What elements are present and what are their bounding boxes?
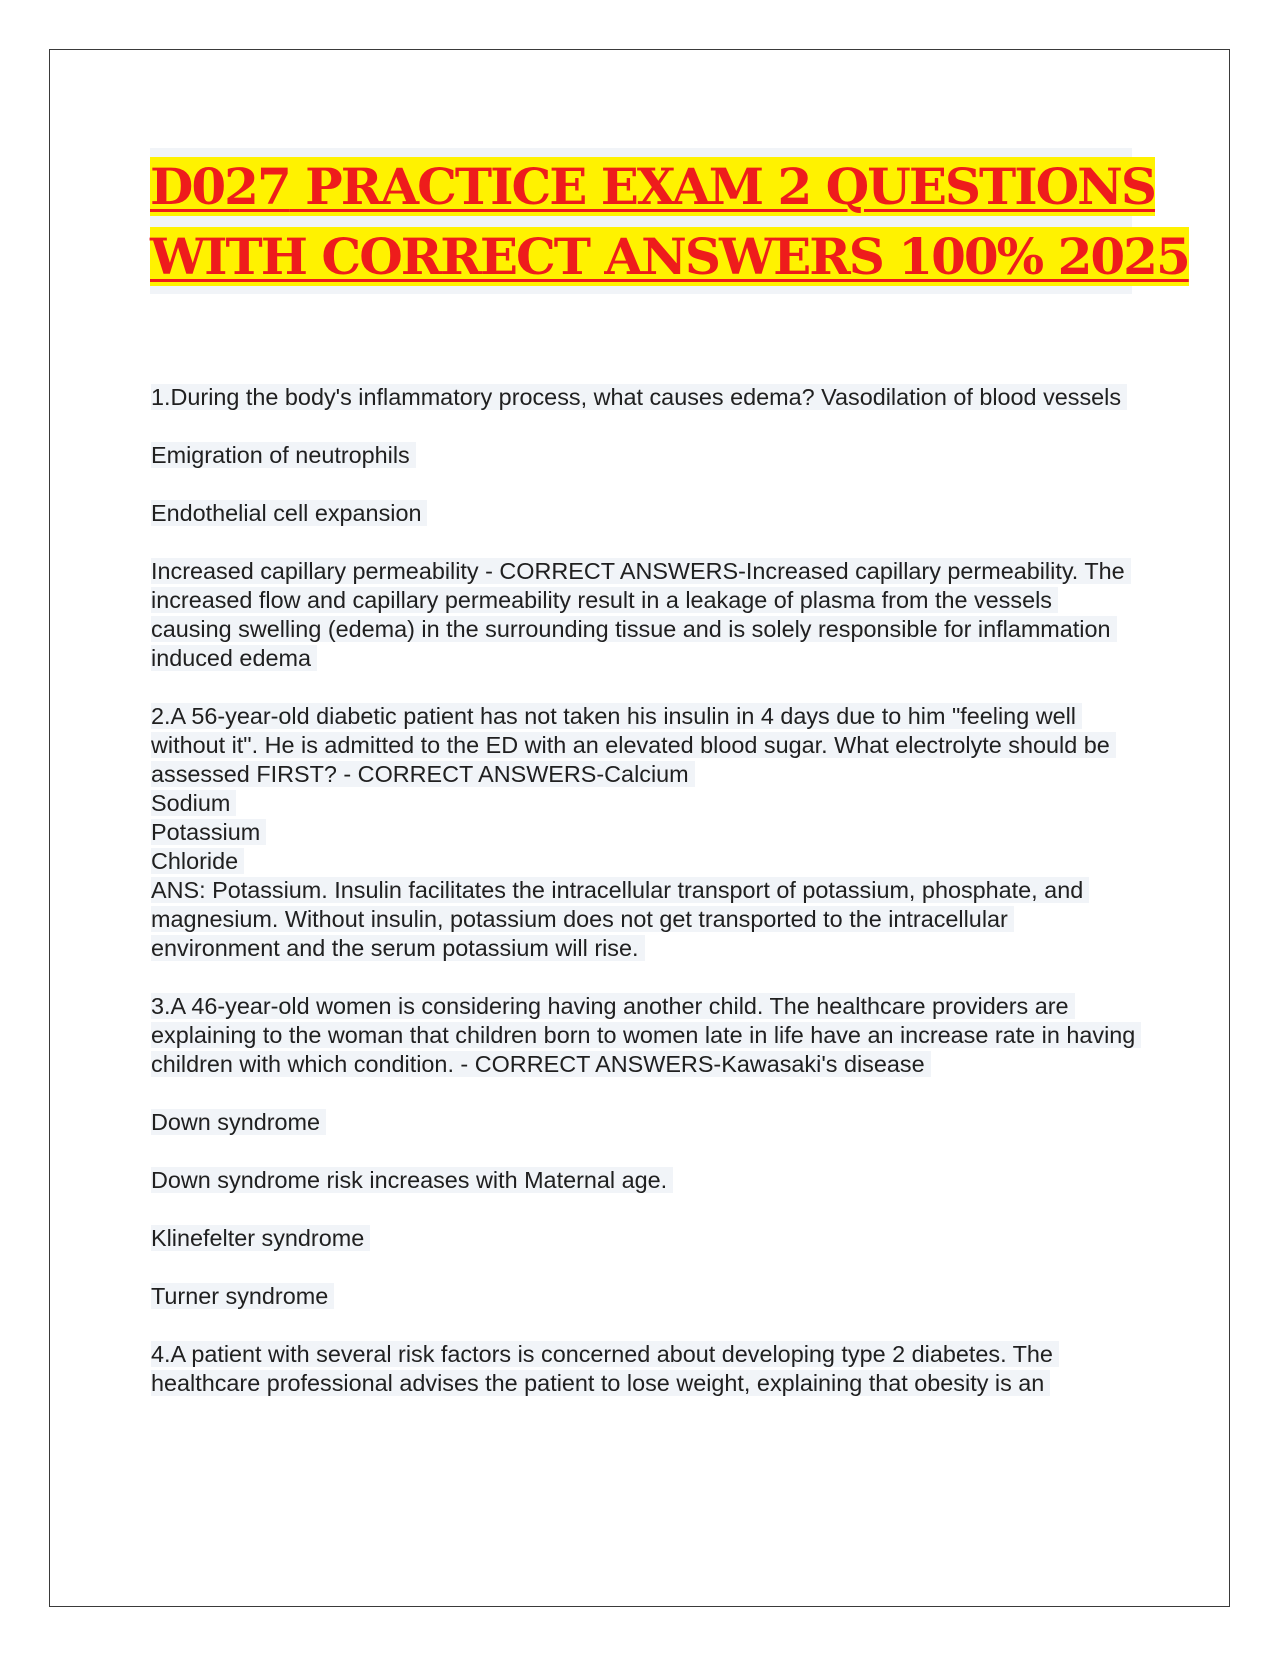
q4-question: 4.A patient with several risk factors is concerned about developing type 2 diabetes. The healthcare professional advises the patient to lose weight, explaining that obesity is an [151, 1340, 1136, 1398]
q3-option-down: Down syndrome [151, 1108, 1136, 1137]
q2-option-potassium: Potassium [151, 818, 1136, 847]
q3-explanation: Down syndrome risk increases with Maternal age. [151, 1166, 1136, 1195]
document-title [150, 148, 1189, 294]
title-line-1 [150, 152, 1155, 222]
q3-option-klinefelter: Klinefelter syndrome [151, 1224, 1136, 1253]
title-line-2 [150, 222, 1189, 292]
title-line-1-text: PRACTICE EXAM 2 QUESTIONS [289, 157, 1155, 216]
q2-question: 2.A 56-year-old diabetic patient has not taken his insulin in 4 days due to him "feeling well without it". He is admitted to the ED with an elevated blood sugar. What electrolyte should be assessed FIRST? - CORRECT ANSWERS-Calcium [151, 702, 1136, 789]
course-code: D027 [150, 157, 290, 216]
q2-option-chloride: Chloride [151, 847, 1136, 876]
q1-question: 1.During the body's inflammatory process, what causes edema? Vasodilation of blood vessels [151, 383, 1136, 412]
q2-option-sodium: Sodium [151, 789, 1136, 818]
q1-answer: Increased capillary permeability - CORRECT ANSWERS-Increased capillary permeability. The increased flow and capillary permeability result in a leakage of plasma from the vessels causing swelling (edema) in the surrounding tissue and is solely responsible for inflammation induced edema [151, 557, 1136, 673]
title-line-2-text: WITH CORRECT ANSWERS 100% 2025 [150, 227, 1189, 286]
document-body [151, 383, 1136, 1427]
q1-option-b: Emigration of neutrophils [151, 441, 1136, 470]
q2-answer: ANS: Potassium. Insulin facilitates the intracellular transport of potassium, phosphate, and magnesium. Without insulin, potassium does not get transported to the intracellular environment and the serum potassium will rise. [151, 876, 1136, 963]
q1-option-c: Endothelial cell expansion [151, 499, 1136, 528]
q3-question: 3.A 46-year-old women is considering having another child. The healthcare providers are explaining to the woman that children born to women late in life have an increase rate in having children with which condition. - CORRECT ANSWERS-Kawasaki's disease [151, 992, 1136, 1079]
q3-option-turner: Turner syndrome [151, 1282, 1136, 1311]
